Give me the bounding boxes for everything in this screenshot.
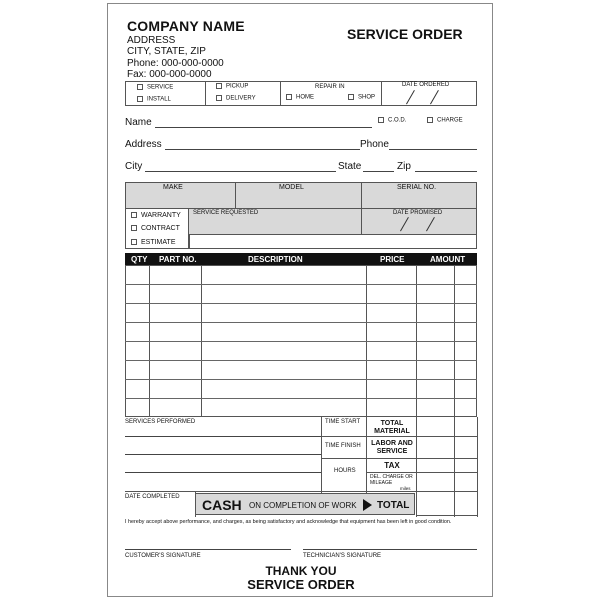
del-charge-label: DEL. CHARGE OR MILEAGE: [370, 474, 413, 486]
option-contract[interactable]: [131, 225, 180, 233]
phone-field[interactable]: [389, 149, 477, 150]
labor-and-service-label: LABOR AND SERVICE: [371, 440, 413, 455]
address-field[interactable]: [165, 149, 360, 150]
company-city-state-zip: CITY, STATE, ZIP: [127, 46, 206, 58]
checkbox[interactable]: [348, 94, 354, 100]
qty-header: QTY: [131, 255, 148, 264]
part-no-header: PART NO.: [159, 255, 197, 264]
checkbox[interactable]: [131, 212, 137, 218]
checkbox[interactable]: [131, 239, 137, 245]
option-charge[interactable]: [427, 117, 463, 125]
name-field[interactable]: [155, 127, 372, 128]
option-charge-label: CHARGE: [437, 117, 463, 124]
checkbox[interactable]: [137, 96, 143, 102]
divider: [366, 417, 367, 493]
customer-signature-line[interactable]: [125, 549, 291, 550]
miles-label: miles: [400, 486, 411, 491]
option-delivery[interactable]: [216, 95, 256, 103]
serial-label: SERIAL NO.: [397, 184, 437, 191]
checkbox[interactable]: [427, 117, 433, 123]
checkbox[interactable]: [286, 94, 292, 100]
divider: [280, 81, 281, 106]
technician-signature-line[interactable]: [303, 549, 477, 550]
date-ordered-label: DATE ORDERED: [402, 82, 450, 88]
table-row: [125, 360, 477, 361]
tax-label: TAX: [384, 461, 400, 470]
option-install-label: INSTALL: [147, 96, 171, 103]
option-estimate[interactable]: [131, 239, 175, 247]
acknowledgement-text: I hereby accept above performance, and charges, as being satisfactory and acknowledge that equipment has been left in good condition.: [125, 519, 452, 525]
on-completion-label: ON COMPLETION OF WORK: [249, 501, 357, 510]
date-promised-label: DATE PROMISED: [393, 210, 443, 216]
divider: [125, 208, 477, 209]
option-home[interactable]: [286, 94, 314, 102]
divider: [477, 417, 478, 517]
divider: [361, 182, 362, 234]
address-label: Address: [125, 139, 162, 150]
description-header: DESCRIPTION: [248, 255, 303, 264]
divider: [366, 472, 477, 473]
zip-label: Zip: [397, 161, 411, 172]
total-label: TOTAL: [377, 500, 410, 511]
company-phone: Phone: 000-000-0000: [127, 57, 224, 69]
option-contract-label: CONTRACT: [141, 225, 180, 232]
services-performed-label: SERVICES PERFORMED: [125, 419, 196, 425]
name-label: Name: [125, 117, 152, 128]
option-pickup[interactable]: [216, 83, 248, 91]
option-home-label: HOME: [296, 94, 314, 101]
checkbox[interactable]: [216, 83, 222, 89]
option-cod-label: C.O.D.: [388, 117, 407, 124]
company-contact: [127, 35, 224, 80]
table-row: [125, 398, 477, 399]
thank-you-text: THANK YOU: [265, 564, 337, 578]
city-field[interactable]: [145, 171, 336, 172]
items-table-header: [125, 253, 477, 265]
state-field[interactable]: [363, 171, 394, 172]
option-pickup-label: PICKUP: [226, 83, 249, 90]
option-cod[interactable]: [378, 117, 406, 125]
cash-terms-box: [195, 493, 415, 515]
option-estimate-label: ESTIMATE: [141, 239, 176, 246]
option-service[interactable]: [137, 84, 173, 92]
service-request-writing-area[interactable]: [189, 234, 477, 249]
zip-field[interactable]: [415, 171, 477, 172]
state-label: State: [338, 161, 362, 172]
amount-header: AMOUNT: [430, 255, 466, 264]
option-warranty[interactable]: [131, 212, 181, 220]
service-requested-label: SERVICE REQUESTED: [193, 210, 259, 216]
technician-signature-label: TECHNICIAN'S SIGNATURE: [303, 553, 382, 559]
arrow-right-icon: [363, 499, 372, 511]
company-address: ADDRESS: [127, 35, 176, 46]
company-name: COMPANY NAME: [127, 18, 245, 34]
checkbox[interactable]: [216, 95, 222, 101]
table-row: [125, 379, 477, 380]
table-row: [125, 341, 477, 342]
option-delivery-label: DELIVERY: [226, 95, 256, 102]
option-service-label: SERVICE: [147, 84, 174, 91]
divider: [416, 515, 477, 516]
service-order-form: [107, 3, 493, 597]
time-start-label: TIME START: [325, 419, 361, 425]
city-label: City: [125, 161, 143, 172]
table-row: [125, 303, 477, 304]
option-shop-label: SHOP: [358, 94, 376, 101]
customer-signature-label: CUSTOMER'S SIGNATURE: [125, 553, 201, 559]
table-row: [125, 284, 477, 285]
divider: [205, 81, 206, 106]
date-completed-label: DATE COMPLETED: [125, 494, 180, 500]
price-header: PRICE: [380, 255, 405, 264]
phone-label: Phone: [360, 139, 389, 150]
option-shop[interactable]: [348, 94, 375, 102]
cash-label: CASH: [202, 497, 242, 513]
total-material-label: TOTAL MATERIAL: [374, 420, 410, 435]
divider: [321, 436, 477, 437]
divider: [381, 81, 382, 106]
repair-in-label: REPAIR IN: [315, 84, 345, 90]
form-title: SERVICE ORDER: [347, 26, 463, 42]
hours-label: HOURS: [334, 468, 356, 474]
services-performed-line[interactable]: [125, 454, 321, 455]
table-row: [125, 322, 477, 323]
divider: [235, 182, 236, 208]
make-label: MAKE: [163, 184, 183, 191]
company-fax: Fax: 000-000-0000: [127, 68, 212, 80]
model-label: MODEL: [279, 184, 304, 191]
time-finish-label: TIME FINISH: [325, 443, 361, 449]
checkbox[interactable]: [137, 84, 143, 90]
services-performed-line[interactable]: [125, 472, 321, 473]
checkbox[interactable]: [131, 225, 137, 231]
services-performed-line[interactable]: [125, 436, 321, 437]
option-install[interactable]: [137, 96, 171, 104]
divider: [321, 458, 477, 459]
divider: [125, 491, 477, 492]
footer-title: SERVICE ORDER: [247, 577, 355, 592]
checkbox[interactable]: [378, 117, 384, 123]
option-warranty-label: WARRANTY: [141, 212, 181, 219]
divider: [321, 417, 322, 493]
